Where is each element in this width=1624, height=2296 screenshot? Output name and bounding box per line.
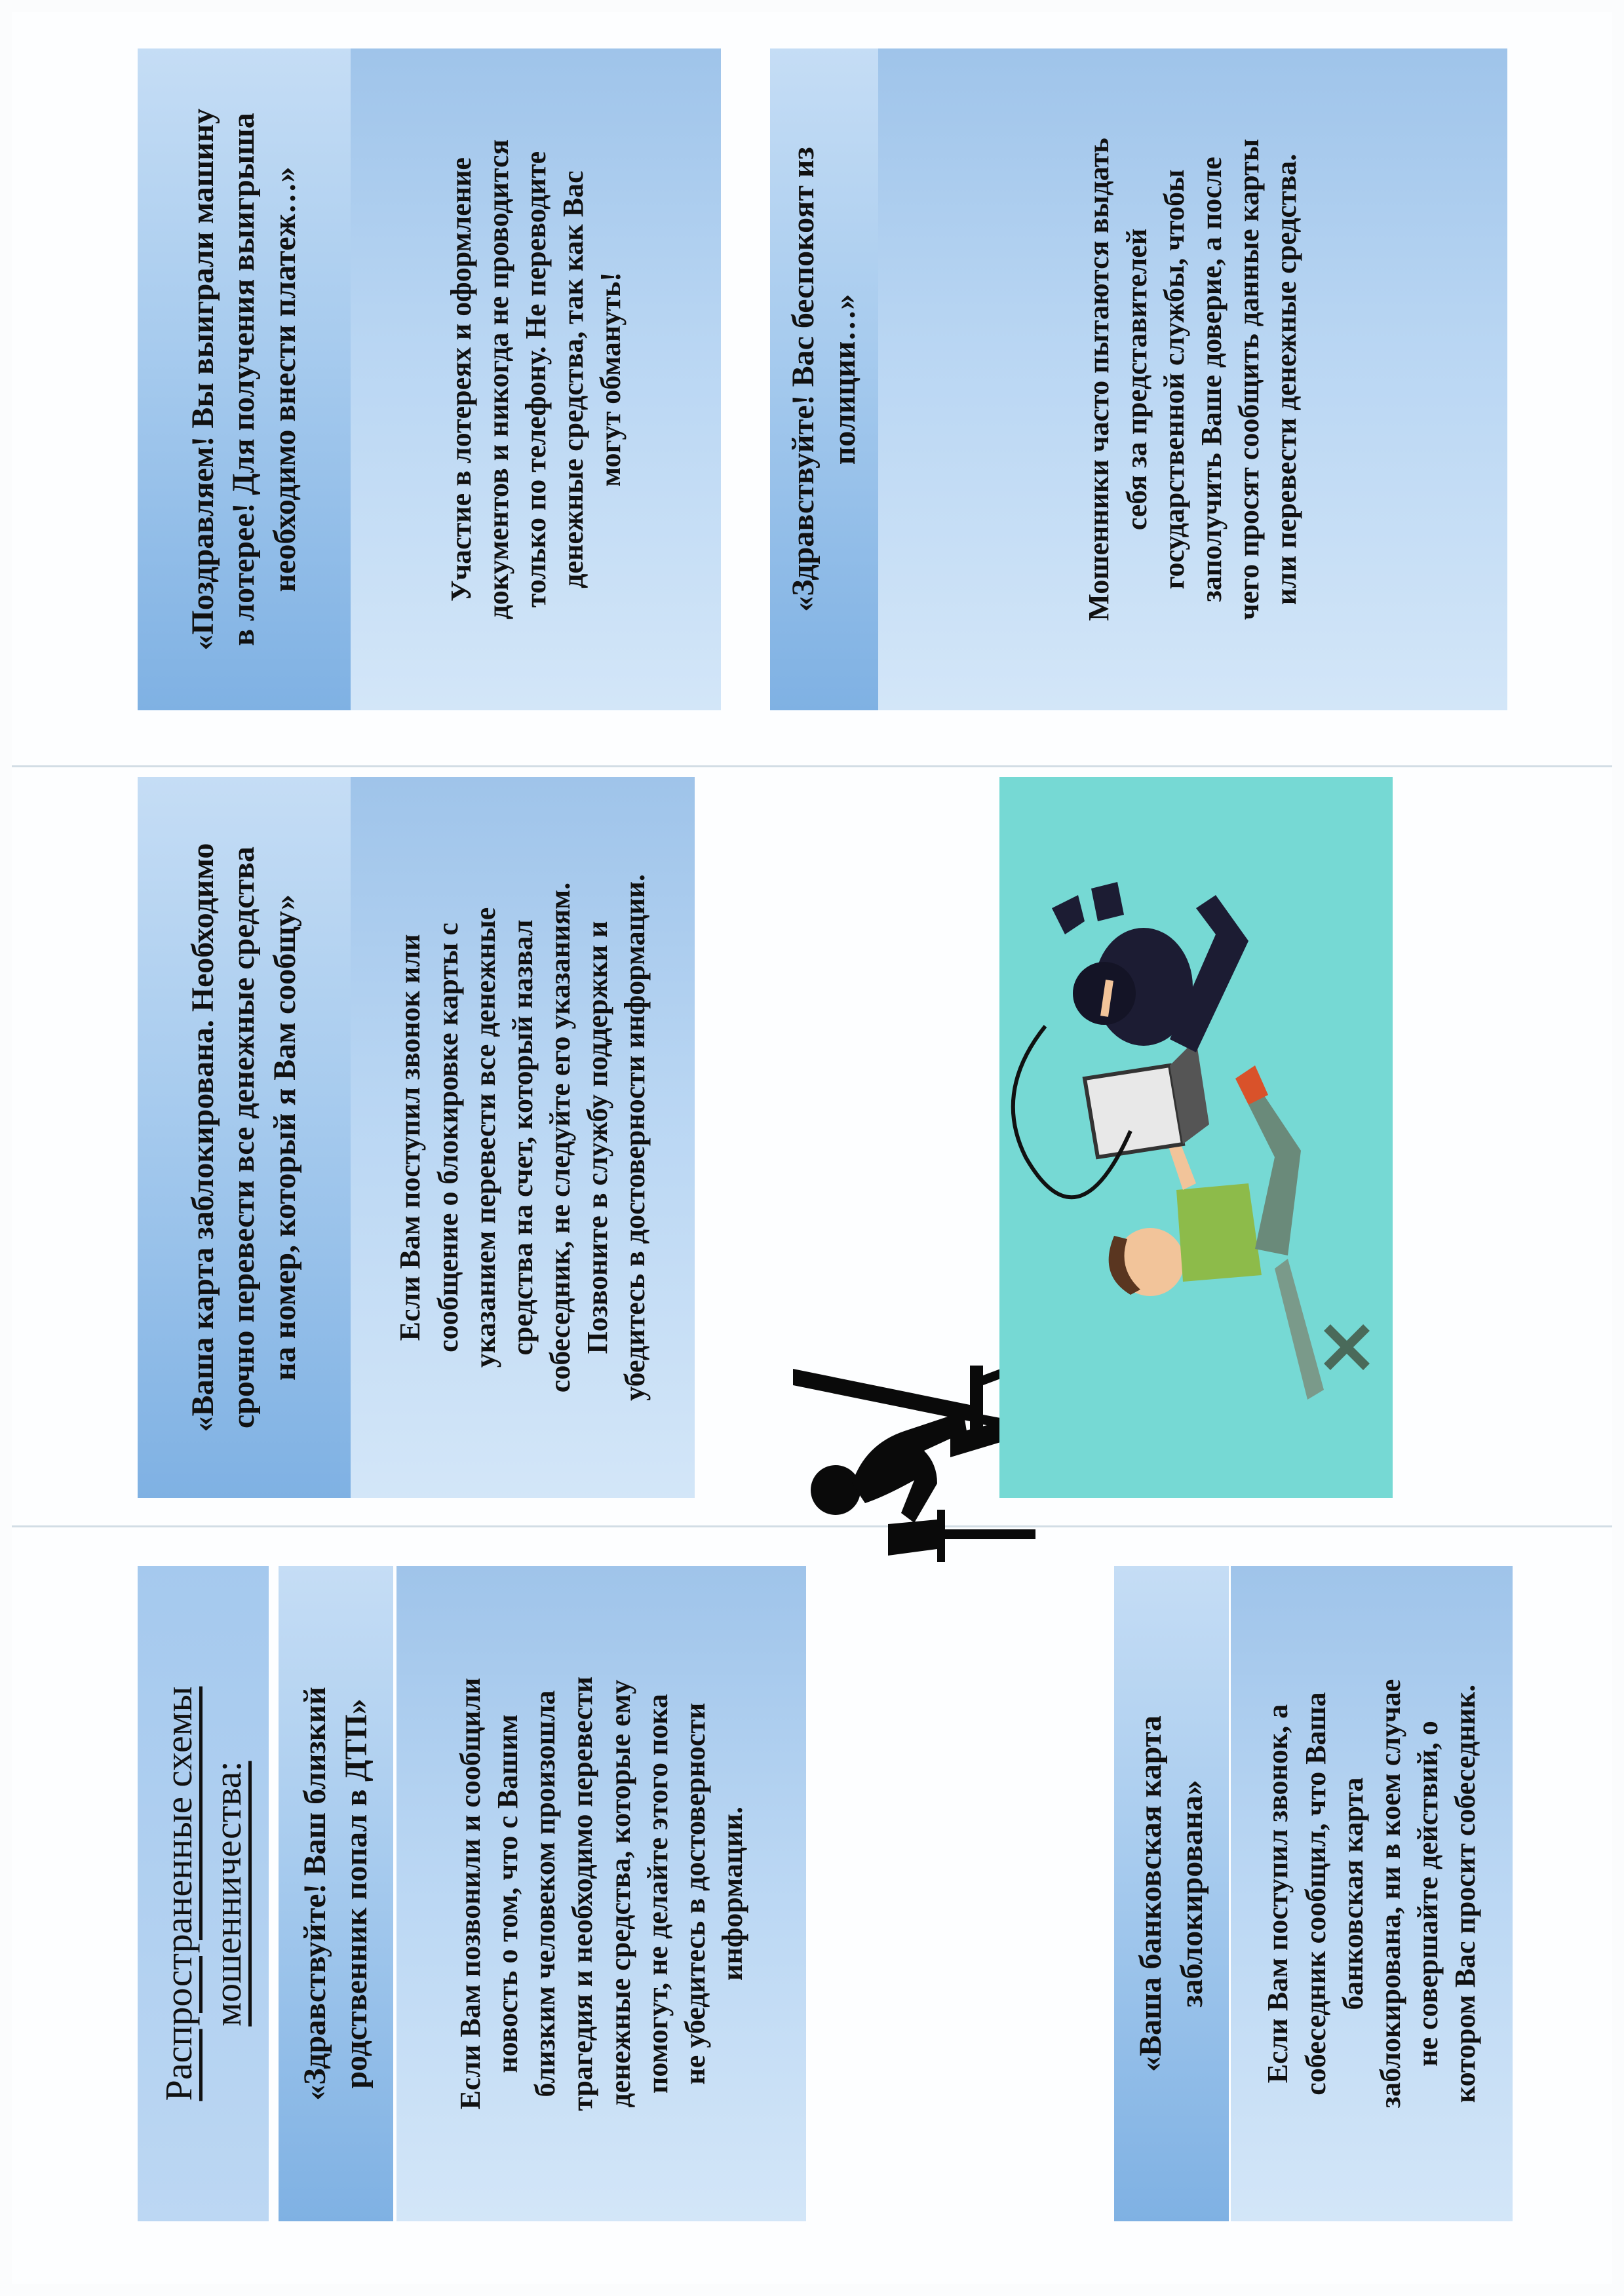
scheme-card-body bbox=[1231, 1566, 1513, 2221]
scheme-police-body bbox=[878, 48, 1507, 710]
scheme-accident-heading-text: «Здравствуйте! Ваш близкий родственник попал в ДТП» bbox=[298, 1687, 374, 2101]
hacker-silhouette-icon bbox=[773, 1339, 1035, 1601]
scheme-card-heading bbox=[1114, 1566, 1229, 2221]
hacker-stealing-data-illustration-icon bbox=[999, 777, 1393, 1498]
scheme-police-heading bbox=[770, 48, 878, 710]
leaflet-title-text: Распространенные схемы мошенничества: bbox=[157, 1686, 249, 2101]
scheme-transfer-body-text: Если Вам поступил звонок или сообщение о блокировке карты с указанием перевести все денежные средства на счет, который назвал собеседник, не следуйте его указаниям. Позвоните в службу поддержки и убедитесь в достоверности информации. bbox=[394, 874, 651, 1401]
scheme-police-heading-text: «Здравствуйте! Вас беспокоят из полиции…» bbox=[786, 147, 862, 612]
scheme-accident-heading bbox=[279, 1566, 393, 2221]
scheme-transfer-heading bbox=[138, 777, 351, 1498]
scheme-lottery-heading bbox=[138, 48, 351, 710]
scheme-card-body-text: Если Вам поступил звонок, а собеседник сообщил, что Ваша банковская карта заблокирована, ни в коем случае не совершайте действий, о котором Вас просит собеседник. bbox=[1262, 1679, 1482, 2109]
scheme-lottery-body bbox=[351, 48, 721, 710]
scheme-police-body-text: Мошенники часто пытаются выдать себя за представителей государственной службы, чтобы заполучить Ваше доверие, а после чего просят сообщить данные карты или перевести денежные средства. bbox=[1083, 138, 1303, 621]
scheme-accident-body-text: Если Вам позвонили и сообщили новость о том, что с Вашим близким человеком произошла трагедия и необходимо перевести денежные средства, которые ему помогут, не делайте этого пока не убедитесь в достоверности информации. bbox=[454, 1676, 749, 2111]
scheme-lottery-heading-text: «Поздравляем! Вы выиграли машину в лотерее! Для получения выигрыша необходимо внести платеж…» bbox=[185, 108, 302, 651]
scheme-accident-body bbox=[396, 1566, 806, 2221]
leaflet-title bbox=[138, 1566, 269, 2221]
scheme-card-heading-text: «Ваша банковская карта заблокирована» bbox=[1133, 1715, 1209, 2072]
scheme-transfer-heading-text: «Ваша карта заблокирована. Необходимо срочно перевести все денежные средства на номер, который я Вам сообщу» bbox=[185, 843, 302, 1432]
scheme-lottery-body-text: Участие в лотереях и оформление документов и никогда не проводится только по телефону. Не переводите денежные средства, так как Вас могут обмануть! bbox=[444, 139, 627, 620]
scheme-transfer-body bbox=[351, 777, 695, 1498]
